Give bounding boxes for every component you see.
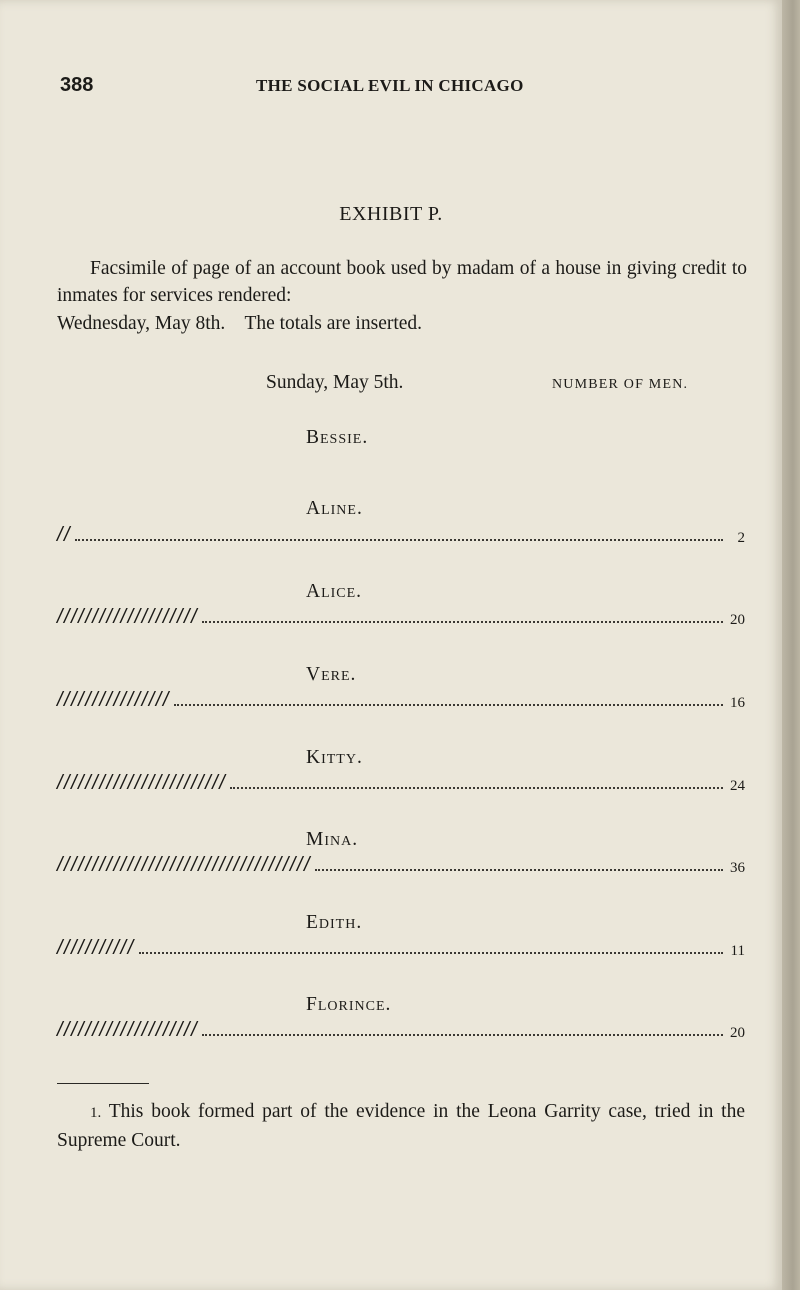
entry-name: Vere.	[306, 664, 357, 685]
page-header	[60, 74, 760, 102]
tally-marks: ////////////////////////	[57, 772, 227, 794]
footnote	[57, 1098, 745, 1154]
entry-count: 36	[730, 860, 745, 876]
tally-marks: ////////////////	[57, 689, 170, 711]
dot-leader	[315, 869, 723, 871]
entry-name: Mina.	[306, 829, 359, 850]
footnote-text: This book formed part of the evidence in the Leona Garrity case, tried in the Supreme Court.	[57, 1101, 745, 1151]
tally-marks: ////////////////////	[57, 606, 199, 628]
page-number: 388	[60, 74, 94, 96]
dot-leader	[139, 952, 723, 954]
entry-name: Kitty.	[306, 747, 363, 768]
dot-leader	[202, 621, 723, 623]
dot-leader	[174, 704, 723, 706]
ledger-date: Sunday, May 5th.	[266, 372, 404, 393]
tally-marks: //	[57, 524, 72, 546]
tally-marks: ///////////	[57, 937, 135, 959]
running-title: THE SOCIAL EVIL IN CHICAGO	[256, 76, 524, 95]
ledger-row	[57, 603, 745, 629]
entry-name: Edith.	[306, 912, 363, 933]
page-edge	[782, 0, 800, 1290]
exhibit-title: EXHIBIT P.	[339, 203, 443, 225]
dated-line: Wednesday, May 8th. The totals are inserted.	[57, 313, 423, 334]
ledger-row	[57, 934, 745, 960]
entry-count: 2	[737, 530, 745, 546]
entry-count: 24	[730, 778, 745, 794]
dot-leader	[230, 787, 723, 789]
ledger-row	[57, 521, 745, 547]
dot-leader	[75, 539, 723, 541]
entry-name: Aline.	[306, 498, 363, 519]
tally-marks: ////////////////////////////////////	[57, 854, 312, 876]
entry-name: Florince.	[306, 994, 392, 1015]
tally-marks: ////////////////////	[57, 1019, 199, 1041]
ledger-row	[57, 686, 745, 712]
dot-leader	[202, 1034, 723, 1036]
footnote-divider	[57, 1083, 149, 1084]
intro-paragraph: Facsimile of page of an account book used by madam of a house in giving credit to inmates for services rendered:	[57, 258, 747, 306]
entry-count: 20	[730, 612, 745, 628]
entry-name: Bessie.	[306, 427, 369, 448]
entry-count: 11	[730, 943, 745, 959]
footnote-marker: 1.	[90, 1105, 102, 1121]
entry-count: 16	[730, 695, 745, 711]
ledger-row	[57, 851, 745, 877]
entry-name: Alice.	[306, 581, 363, 602]
entry-count: 20	[730, 1025, 745, 1041]
ledger-row	[57, 769, 745, 795]
column-header: NUMBER OF MEN.	[552, 377, 689, 392]
ledger-row	[57, 1016, 745, 1042]
